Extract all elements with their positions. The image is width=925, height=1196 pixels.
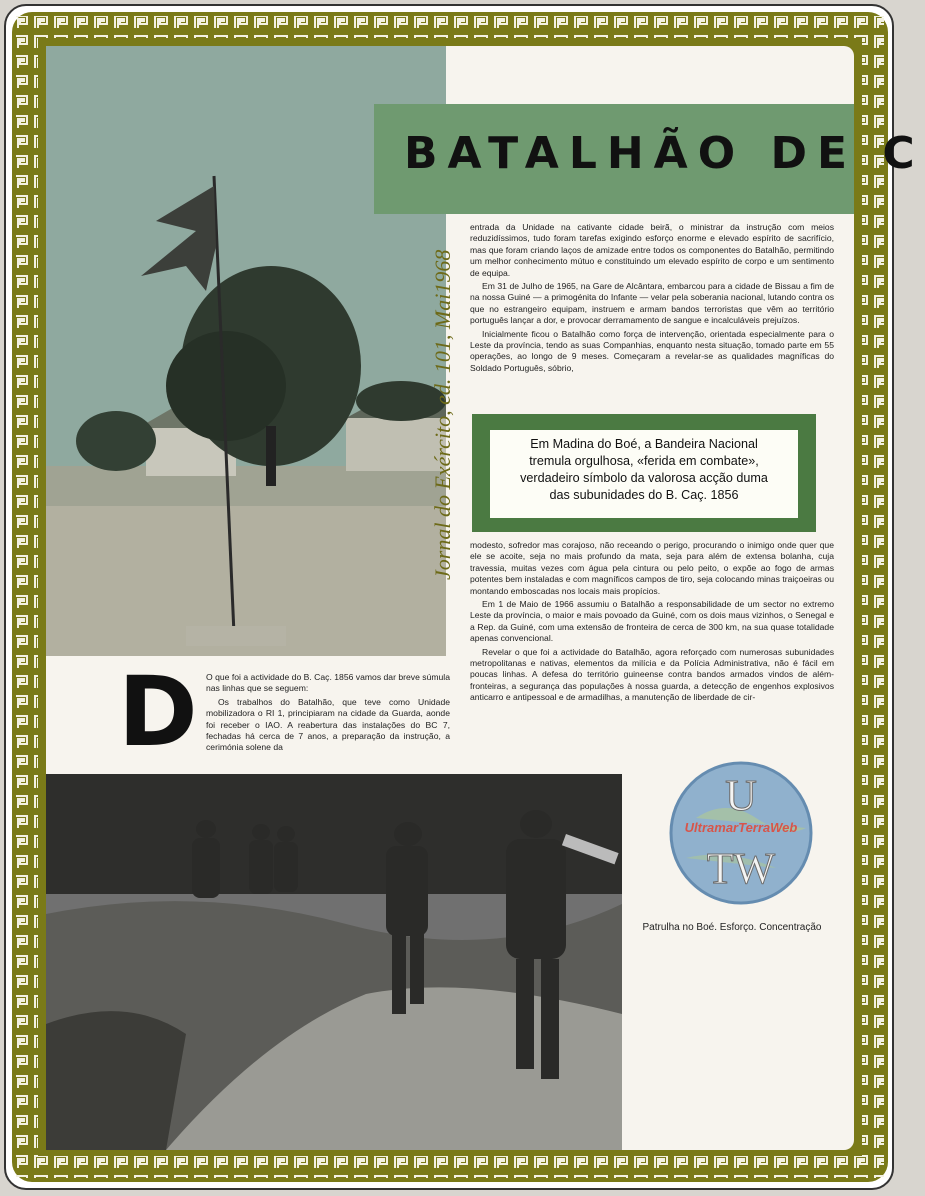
photo-caption: Patrulha no Boé. Esforço. Concentração (642, 922, 822, 933)
paragraph: Revelar o que foi a actividade do Batalhão, agora reforçado com numerosas subunidades metropolitanas e nativas, elementos da milícia e da Polícia Administrativa, não é fácil em poucas linhas. A defesa do território guineense contra bandos armados vindos de além-fronteiras, a segurança das populações à nossa guarda, a detecção de engenhos explosivos anticarro e antipessoal e de armadilhas, a manutenção de liberdade de cir- (470, 646, 834, 703)
text-column-top (470, 222, 834, 376)
highlight-text (490, 436, 798, 504)
paragraph: Em 31 de Julho de 1965, na Gare de Alcântara, embarcou para a cidade de Bissau a fim de na nossa Guiné — a primogénita do Infante — velar pela soberania nacional, lutando contra os que no estrangeiro equipam, instruem e armam bandos terroristas que vêm ao território português lançar a dor, e provocar derramamento de sangue e incalculáveis prejuízos. (470, 281, 834, 326)
intro-column (206, 672, 450, 756)
drop-cap: D (118, 656, 198, 768)
paragraph: Em 1 de Maio de 1966 assumiu o Batalhão a responsabilidade de um sector no extremo Leste da província, o maior e mais povoado da Guiné, com os dois maus vizinhos, o Senegal e a Rep. da Guiné, com uma extensão de fronteira de cerca de 300 km, na sua quase totalidade apenas convencional. (470, 599, 834, 644)
logo-bottom-letters: TW (706, 844, 776, 893)
highlight-line: Em Madina do Boé, a Bandeira Nacional (530, 437, 758, 451)
paragraph: O que foi a actividade do B. Caç. 1856 vamos dar breve súmula nas linhas que se seguem: (206, 672, 450, 694)
logo-name: UltramarTerraWeb (684, 820, 798, 835)
paragraph: Inicialmente ficou o Batalhão como força de intervenção, orientada especialmente para o Leste da província, tendo as suas Companhias, enquanto nesta situação, tomado parte em 55 operações, ao longo de 9 meses. Começaram a revelar-se as qualidades magníficas do Soldado Português, sóbrio, (470, 328, 834, 373)
highlight-line: verdadeiro símbolo da valorosa acção duma (520, 471, 768, 485)
paragraph: modesto, sofredor mas corajoso, não receando o perigo, procurando o inimigo onde quer que ele se acoite, seja no mais profundo da mata, seja para além de extensa bolanha, cuja travessia, muitas vezes com água pela cintura ou pelo peito, o expõe ao fogo de armas potentes bem instaladas e com magníficos campos de tiro, seja colocando minas traiçoeiras ou montando emboscadas nos locais mais propícios. (470, 540, 834, 596)
highlight-line: das subunidades do B. Caç. 1856 (549, 488, 739, 502)
page-title: BATALHÃO DE C (404, 128, 925, 179)
logo-top-letter: U (725, 771, 757, 820)
source-watermark: Jornal do Exército, ed. 101, Mai1968 (430, 249, 455, 580)
highlight-line: tremula orgulhosa, «ferida em combate», (529, 454, 759, 468)
magazine-page (46, 46, 925, 1150)
paragraph: Os trabalhos do Batalhão, que teve como Unidade mobilizadora o RI 1, principiaram na cidade da Guarda, aonde foi receber o IAO. A reabertura das instalações do BC 7, fechadas há cerca de 7 anos, a preparação da instrução, a cerimónia solene da (206, 696, 450, 753)
patrol-photo (46, 774, 622, 1150)
text-column-bottom (470, 540, 834, 706)
paragraph: entrada da Unidade na cativante cidade beirã, o ministrar da instrução com meios reduzidíssimos, tudo foram tarefas exigindo esforço enorme e elevado espírito de sacrifício, mas que foram criando laços de amizade entre todos os componentes do Batalhão, permitindo um melhor conhecimento mútuo e constituindo um elevado espírito de corpo e um sentimento de equipa. (470, 222, 834, 278)
ultramar-terraweb-logo (666, 758, 816, 908)
